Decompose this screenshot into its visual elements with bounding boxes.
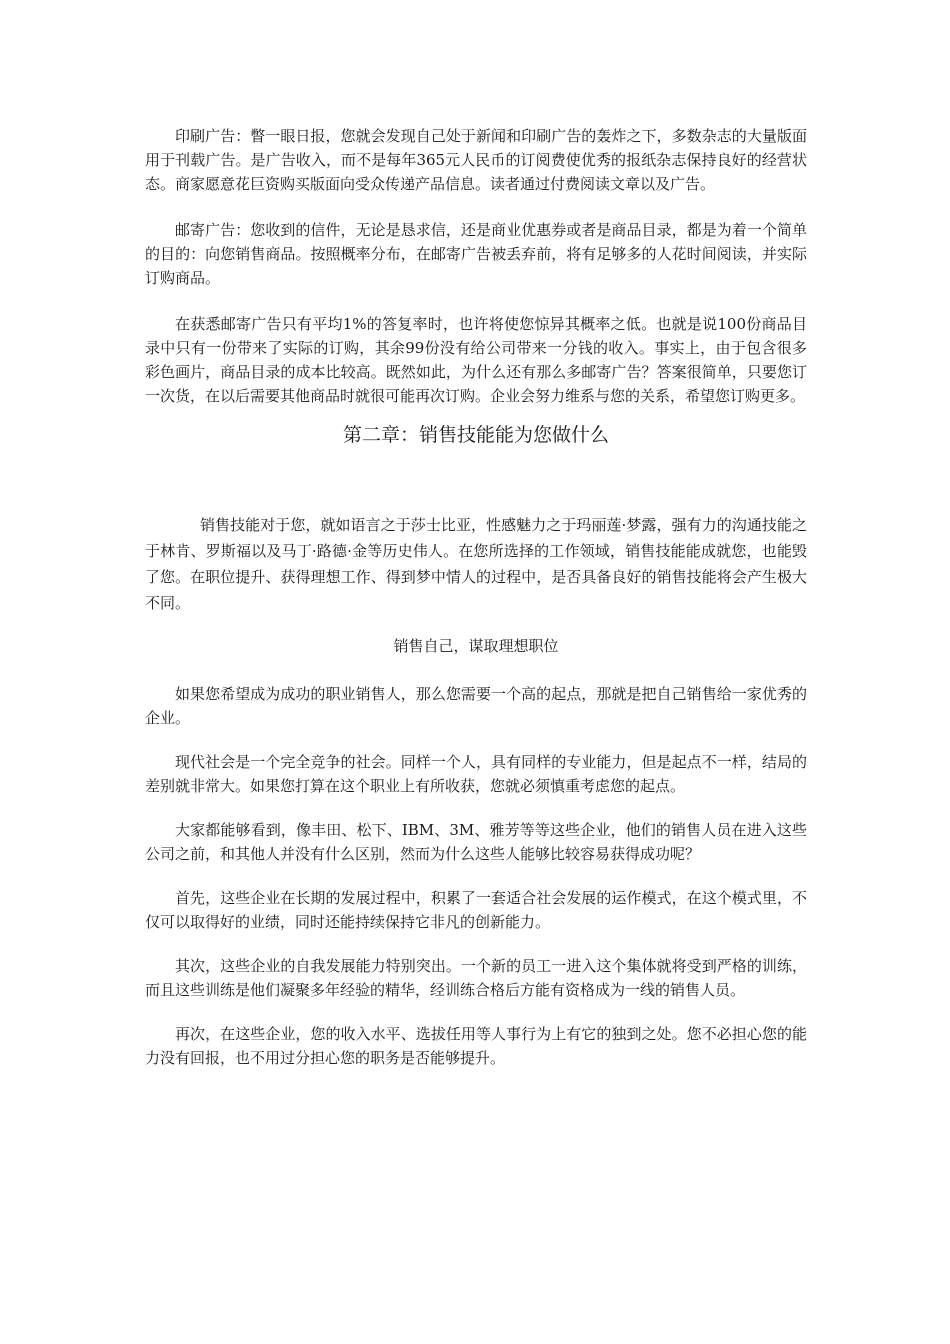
section-paragraph: 现代社会是一个完全竞争的社会。同样一个人，具有同样的专业能力，但是起点不一样，结局的差别就非常大。如果您打算在这个职业上有所收获，您就必须慎重考虑您的起点。 bbox=[145, 753, 807, 795]
section-paragraph: 大家都能够看到，像丰田、松下、IBM、3M、雅芳等等这些企业，他们的销售人员在进入这些公司之前，和其他人并没有什么区别，然而为什么这些人能够比较容易获得成功呢？ bbox=[145, 821, 807, 863]
paragraph-mail-ads: 邮寄广告：您收到的信件，无论是恳求信，还是商业优惠券或者是商品目录，都是为着一个简单的目的：向您销售商品。按照概率分布，在邮寄广告被丢弃前，将有足够多的人花时间阅读，并实际订购商品。 bbox=[145, 221, 807, 287]
section-paragraph: 其次，这些企业的自我发展能力特别突出。一个新的员工一进入这个集体就将受到严格的训练，而且这些训练是他们凝聚多年经验的精华，经训练合格后方能有资格成为一线的销售人员。 bbox=[145, 957, 807, 999]
chapter-title: 第二章：销售技能能为您做什么 bbox=[342, 424, 609, 446]
section-paragraph: 再次，在这些企业，您的收入水平、选拔任用等人事行为上有它的独到之处。您不必担心您的能力没有回报，也不用过分担心您的职务是否能够提升。 bbox=[145, 1025, 807, 1067]
chapter-intro: 销售技能对于您，就如语言之于莎士比亚，性感魅力之于玛丽莲·梦露，强有力的沟通技能之于林肯、罗斯福以及马丁·路德·金等历史伟人。在您所选择的工作领域，销售技能能成就您，也能毁了您。在职位提升、获得理想工作、得到梦中情人的过程中，是否具备良好的销售技能将会产生极大不同。 bbox=[145, 516, 807, 612]
paragraph-reply-rate: 在获悉邮寄广告只有平均1%的答复率时，也许将使您惊异其概率之低。也就是说100份商品目录中只有一份带来了实际的订购，其余99份没有给公司带来一分钱的收入。事实上，由于包含很多彩色画片，商品目录的成本比较高。既然如此，为什么还有那么多邮寄广告？答案很简单，只要您订一次货，在以后需要其他商品时就很可能再次订购。企业会努力维系与您的关系，希望您订购更多。 bbox=[145, 315, 807, 405]
section-paragraph: 首先，这些企业在长期的发展过程中，积累了一套适合社会发展的运作模式，在这个模式里，不仅可以取得好的业绩，同时还能持续保持它非凡的创新能力。 bbox=[145, 889, 807, 931]
document-page bbox=[145, 124, 807, 1090]
paragraph-print-ads: 印刷广告：瞥一眼日报，您就会发现自己处于新闻和印刷广告的轰炸之下，多数杂志的大量版面用于刊载广告。是广告收入，而不是每年365元人民币的订阅费使优秀的报纸杂志保持良好的经营状态。商家愿意花巨资购买版面向受众传递产品信息。读者通过付费阅读文章以及广告。 bbox=[145, 127, 807, 193]
section-title: 销售自己，谋取理想职位 bbox=[393, 637, 559, 655]
section-paragraph: 如果您希望成为成功的职业销售人，那么您需要一个高的起点，那就是把自己销售给一家优秀的企业。 bbox=[145, 685, 807, 727]
